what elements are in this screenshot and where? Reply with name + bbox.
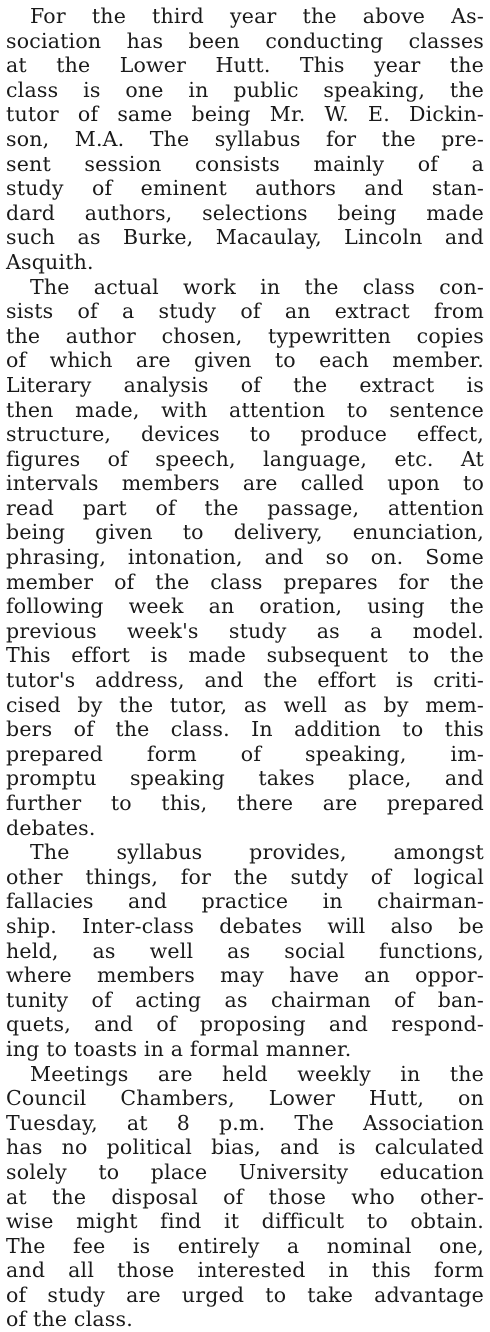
text-line: Meetings are held weekly in the xyxy=(30,1061,484,1086)
text-line: Asquith. xyxy=(6,249,94,274)
paragraph-2 xyxy=(6,275,484,841)
text-line: bers of the class. In addition to this xyxy=(6,717,484,742)
text-line: of which are given to each member. xyxy=(6,348,484,373)
text-line: cised by the tutor, as well as by mem- xyxy=(6,692,484,717)
text-line: ship. Inter-class debates will also be xyxy=(6,913,484,938)
text-line: following week an oration, using the xyxy=(6,594,484,619)
text-line: figures of speech, language, etc. At xyxy=(6,446,484,471)
text-line: phrasing, intonation, and so on. Some xyxy=(6,545,484,570)
text-line: at the disposal of those who other- xyxy=(6,1184,484,1209)
text-line: Literary analysis of the extract is xyxy=(6,372,484,397)
text-line: This effort is made subsequent to the xyxy=(6,643,484,668)
text-line: class is one in public speaking, the xyxy=(6,77,484,102)
text-line: has no political bias, and is calculated xyxy=(6,1135,484,1160)
paragraph-4 xyxy=(6,1062,484,1332)
text-line: where members may have an oppor- xyxy=(6,963,484,988)
text-line: dard authors, selections being made xyxy=(6,200,484,225)
text-line: being given to delivery, enunciation, xyxy=(6,520,484,545)
text-line: read part of the passage, attention xyxy=(6,495,484,520)
text-line: held, as well as social functions, xyxy=(6,938,484,963)
text-line: fallacies and practice in chairman- xyxy=(6,889,484,914)
paragraph-3 xyxy=(6,840,484,1061)
text-line: of study are urged to take advantage xyxy=(6,1282,484,1307)
text-line: The fee is entirely a nominal one, xyxy=(6,1233,484,1258)
text-line: son, M.A. The syllabus for the pre- xyxy=(6,126,484,151)
text-line: For the third year the above As- xyxy=(30,4,484,28)
text-line: further to this, there are prepared xyxy=(6,791,484,815)
text-line: The actual work in the class con- xyxy=(30,274,484,299)
text-line: prepared form of speaking, im- xyxy=(6,741,484,766)
text-line: structure, devices to produce effect, xyxy=(6,422,484,447)
text-line: tunity of acting as chairman of ban- xyxy=(6,987,484,1012)
text-line: ing to toasts in a formal manner. xyxy=(6,1036,352,1061)
text-line: debates. xyxy=(6,815,96,840)
text-line: The syllabus provides, amongst xyxy=(30,840,484,865)
text-line: study of eminent authors and stan- xyxy=(6,176,484,201)
text-line: promptu speaking takes place, and xyxy=(6,766,484,791)
text-line: wise might find it difficult to obtain. xyxy=(6,1209,484,1234)
text-line: at the Lower Hutt. This year the xyxy=(6,53,484,78)
text-line: sociation has been conducting classes xyxy=(6,28,484,53)
text-line: tutor of same being Mr. W. E. Dickin- xyxy=(6,102,484,127)
text-line: sists of a study of an extract from xyxy=(6,299,484,324)
text-line: and all those interested in this form xyxy=(6,1258,484,1283)
text-line: sent session consists mainly of a xyxy=(6,151,484,176)
text-line: quets, and of proposing and respond- xyxy=(6,1012,484,1037)
text-line: member of the class prepares for the xyxy=(6,569,484,594)
text-line: tutor's address, and the effort is criti- xyxy=(6,668,484,693)
text-line: previous week's study as a model. xyxy=(6,618,484,643)
text-line: solely to place University education xyxy=(6,1159,484,1184)
text-line: Council Chambers, Lower Hutt, on xyxy=(6,1086,484,1111)
text-line: Tuesday, at 8 p.m. The Association xyxy=(6,1110,484,1135)
text-line: other things, for the sutdy of logical xyxy=(6,864,484,889)
text-line: then made, with attention to sentence xyxy=(6,397,484,422)
paragraph-1 xyxy=(6,4,484,275)
text-line: the author chosen, typewritten copies xyxy=(6,323,484,348)
text-line: intervals members are called upon to xyxy=(6,471,484,496)
text-line: of the class. xyxy=(6,1307,133,1332)
text-line: such as Burke, Macaulay, Lincoln and xyxy=(6,225,484,250)
